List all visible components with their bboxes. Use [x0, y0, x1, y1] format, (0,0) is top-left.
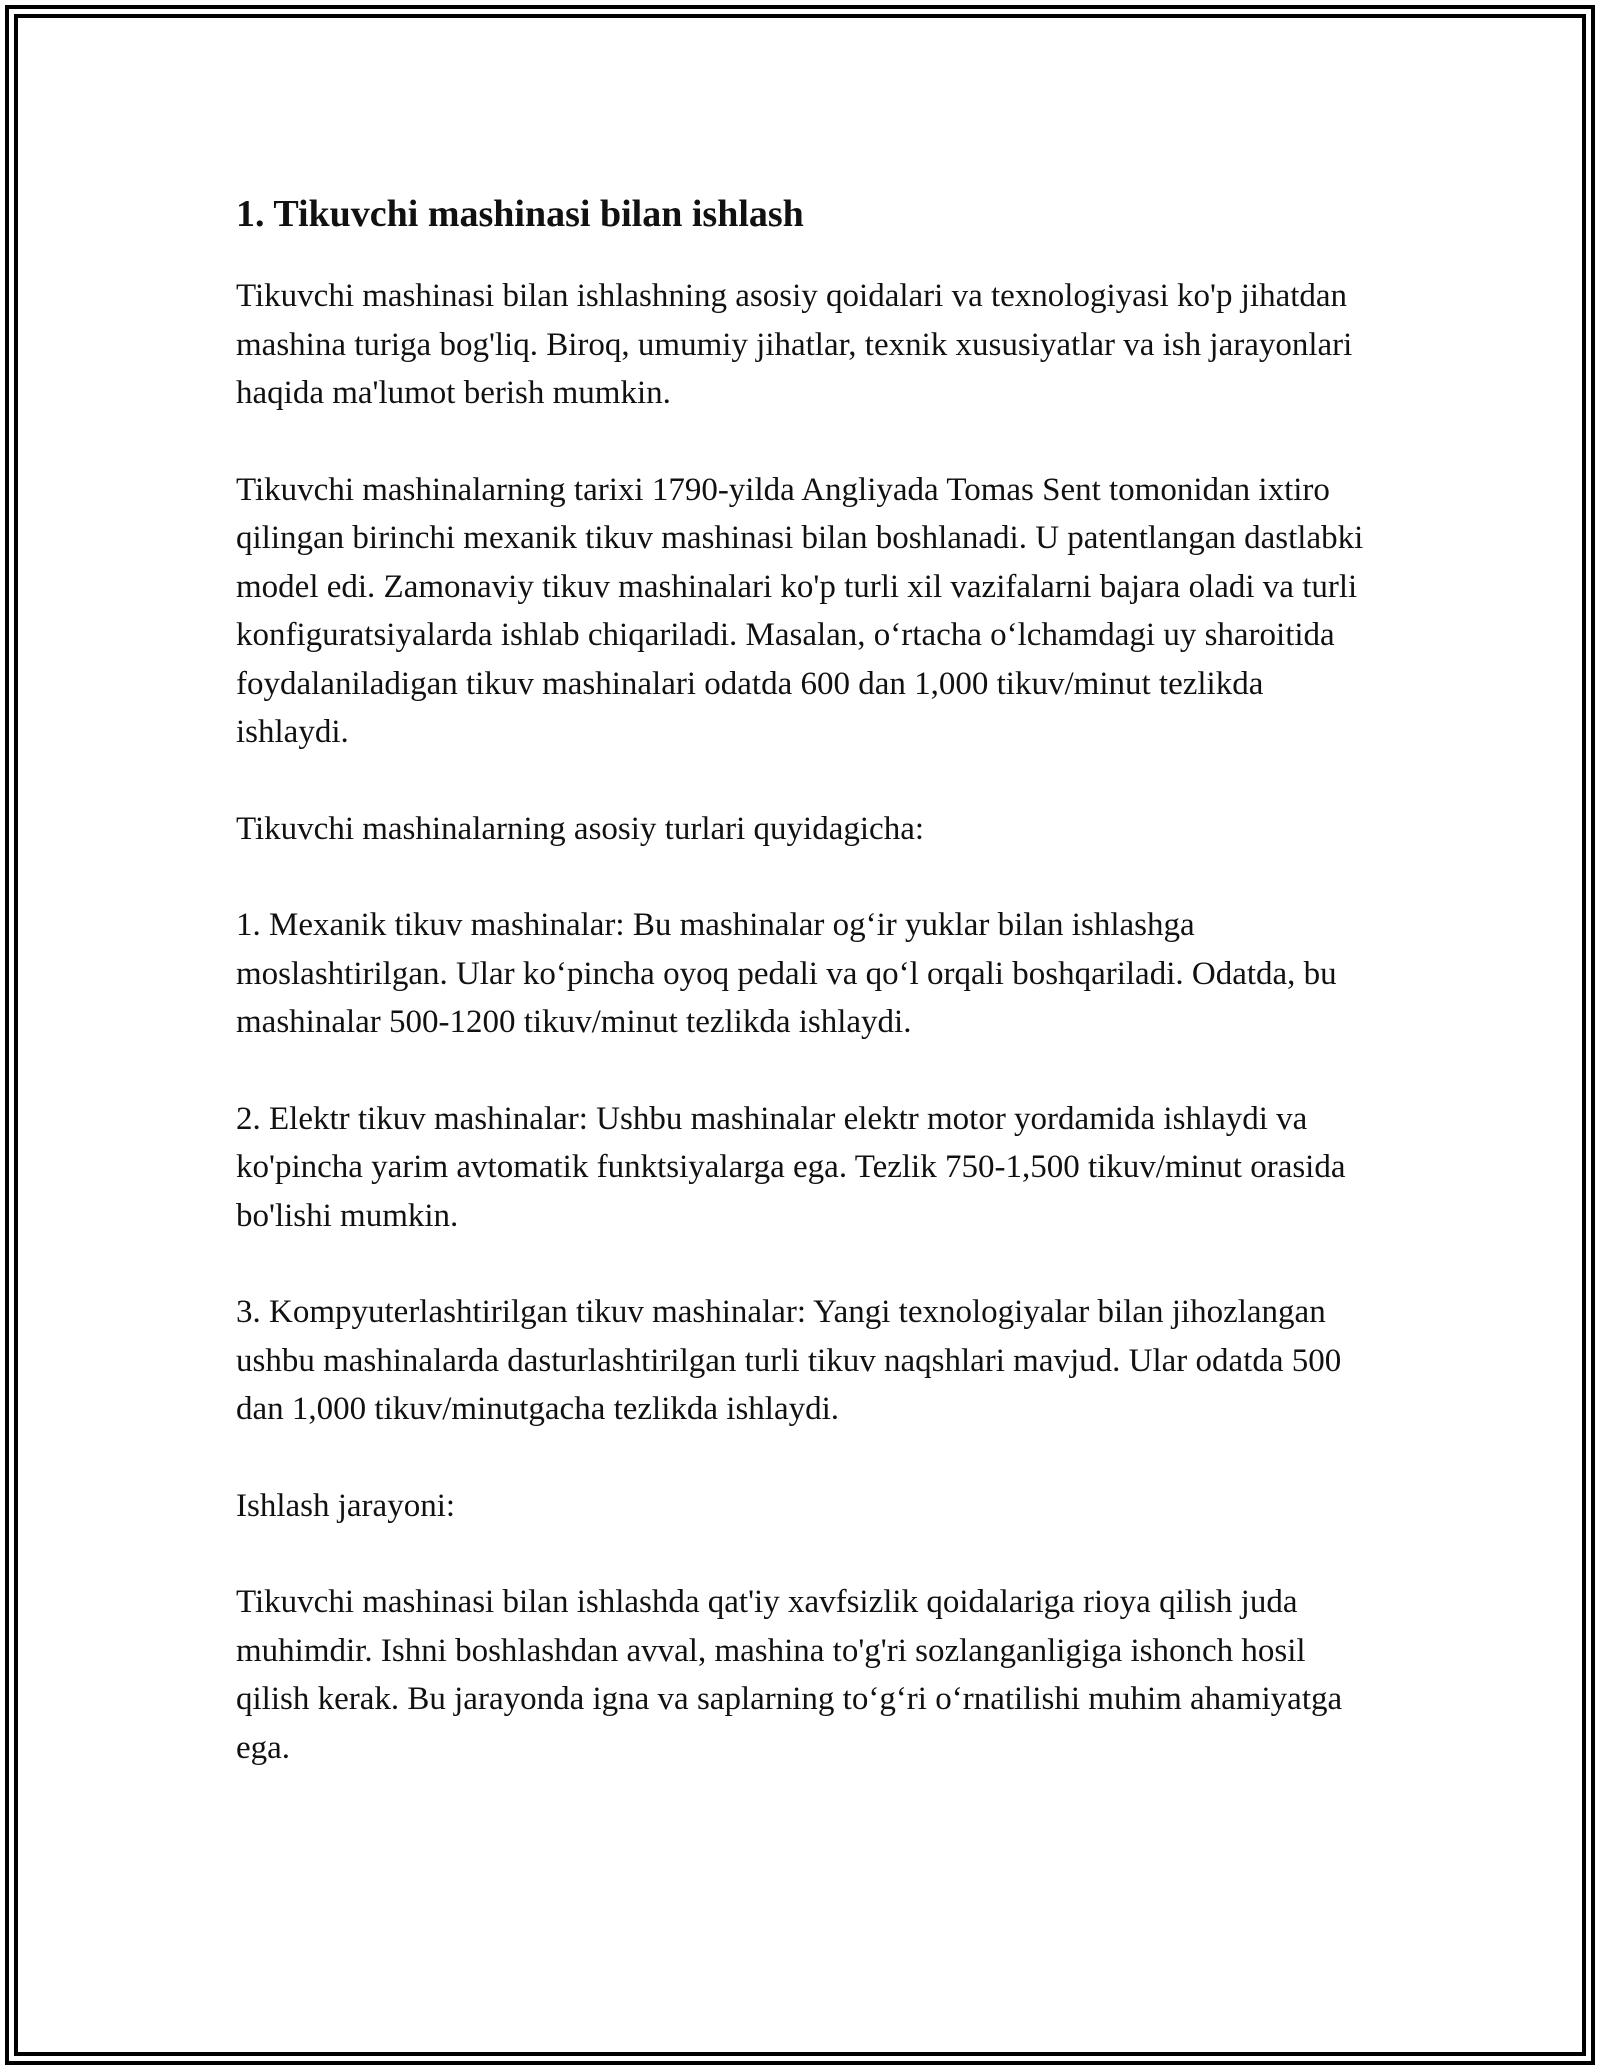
paragraph-process: Tikuvchi mashinasi bilan ishlashda qat'iy xavfsizlik qoidalariga rioya qilish juda muhimdir. Ishni boshlashdan avval, mashina to'g'ri sozlanganligiga ishonch hosil qilish kerak. Bu jarayonda igna va saplarning to‘g‘ri o‘rnatilishi muhim ahamiyatga ega. — [236, 1584, 1343, 1766]
paragraph-process-heading: Ishlash jarayoni: — [236, 1487, 456, 1524]
paragraph-type-mechanical: 1. Mexanik tikuv mashinalar: Bu mashinalar og‘ir yuklar bilan ishlashga moslashtirilgan. Ular ko‘pincha oyoq pedali va qo‘l orqali boshqariladi. Odatda, bu mashinalar 500-1200 tikuv/minut tezlikda ishlaydi. — [236, 907, 1337, 1040]
paragraph-types-intro: Tikuvchi mashinalarning asosiy turlari quyidagicha: — [236, 810, 925, 847]
document-body — [236, 184, 1366, 1772]
section-heading: 1. Tikuvchi mashinasi bilan ishlash — [236, 193, 804, 235]
paragraph-type-computerized: 3. Kompyuterlashtirilgan tikuv mashinalar: Yangi texnologiyalar bilan jihozlangan ushbu mashinalarda dasturlashtirilgan turli tikuv naqshlari mavjud. Ular odatda 500 dan 1,000 tikuv/minutgacha tezlikda ishlaydi. — [236, 1294, 1342, 1427]
paragraph-intro: Tikuvchi mashinasi bilan ishlashning asosiy qoidalari va texnologiyasi ko'p jihatdan mashina turiga bog'liq. Biroq, umumiy jihatlar, texnik xususiyatlar va ish jarayonlari haqida ma'lumot berish mumkin. — [236, 278, 1353, 411]
paragraph-history: Tikuvchi mashinalarning tarixi 1790-yilda Angliyada Tomas Sent tomonidan ixtiro qilingan birinchi mexanik tikuv mashinasi bilan boshlanadi. U patentlangan dastlabki model edi. Zamonaviy tikuv mashinalari ko'p turli xil vazifalarni bajara oladi va turli konfiguratsiyalarda ishlab chiqariladi. Masalan, o‘rtacha o‘lchamdagi uy sharoitida foydalaniladigan tikuv mashinalari odatda 600 dan 1,000 tikuv/minut tezlikda ishlaydi. — [236, 471, 1364, 750]
paragraph-type-electric: 2. Elektr tikuv mashinalar: Ushbu mashinalar elektr motor yordamida ishlaydi va ko'pincha yarim avtomatik funktsiyalarga ega. Tezlik 750-1,500 tikuv/minut orasida bo'lishi mumkin. — [236, 1100, 1346, 1234]
